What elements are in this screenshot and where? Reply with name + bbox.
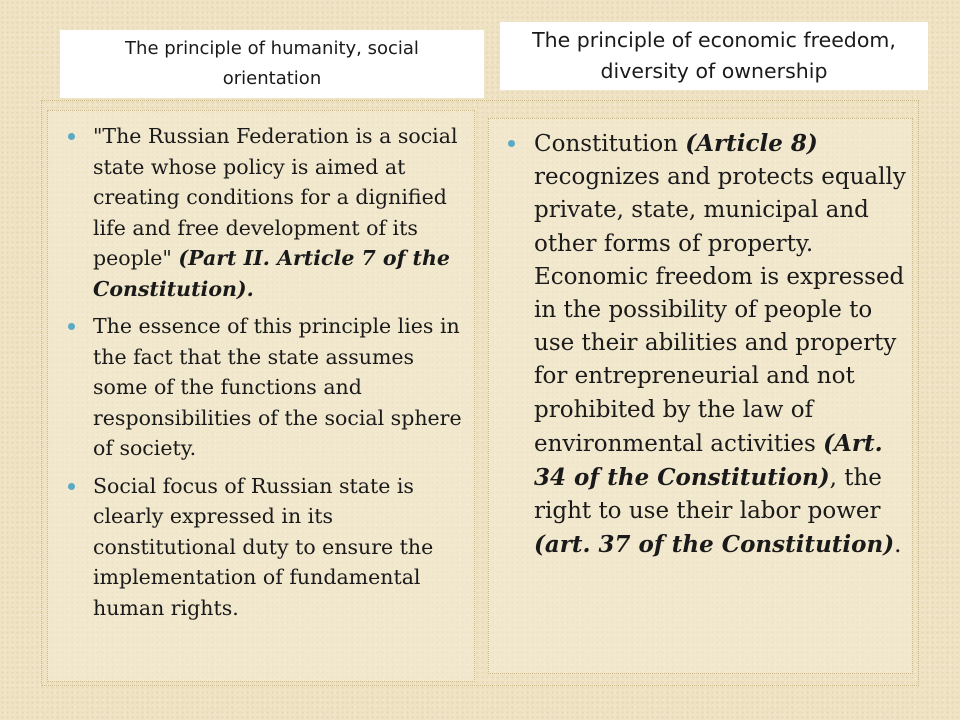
left-column: [47, 110, 475, 682]
bullet-text-part3: , the right to use their labor power: [534, 465, 882, 525]
bullet-text: The essence of this principle lies in the fact that the state assumes some of the functions and responsibilities of the social sphere of society.: [93, 314, 462, 460]
right-bullet-list: [507, 127, 907, 563]
bullet-dot-icon: [68, 483, 75, 490]
left-header-text: The principle of humanity, social orientation: [125, 38, 419, 89]
bullet-text: "The Russian Federation is a social state whose policy is aimed at creating conditions for a dignified life and free development of its people": [93, 124, 458, 270]
left-bullet-3: [68, 471, 468, 624]
left-bullet-1: [68, 121, 468, 304]
bullet-dot-icon: [68, 133, 75, 140]
right-column-header: [500, 22, 928, 90]
bullet-dot-icon: [508, 140, 515, 147]
left-column-header: [60, 30, 484, 98]
bullet-text-part1: Constitution: [534, 131, 678, 157]
bullet-citation-art-34: (Art. 34 of the Constitution): [534, 429, 883, 492]
right-column: [488, 118, 913, 674]
left-bullet-2: [68, 311, 468, 464]
right-header-text: The principle of economic freedom, diversity of ownership: [532, 28, 896, 83]
bullet-text-part4: .: [894, 532, 902, 559]
bullet-text: Social focus of Russian state is clearly expressed in its constitutional duty to ensure the implementation of fundamental human rights.: [93, 473, 434, 620]
bullet-text-part2: recognizes and protects equally private, state, municipal and other forms of property. Economic freedom is expressed in the possibility of people to use their abilities and property for entrepreneurial and not prohibited by the law of environmental activities: [534, 164, 906, 457]
bullet-citation: (Part II. Article 7 of the Constitution).: [93, 246, 450, 301]
right-bullet-1: [507, 127, 907, 563]
left-bullet-list: [68, 121, 468, 630]
bullet-dot-icon: [68, 323, 75, 330]
bullet-citation-article-8: (Article 8): [685, 130, 818, 157]
bullet-citation-art-37: (art. 37 of the Constitution): [534, 531, 895, 559]
